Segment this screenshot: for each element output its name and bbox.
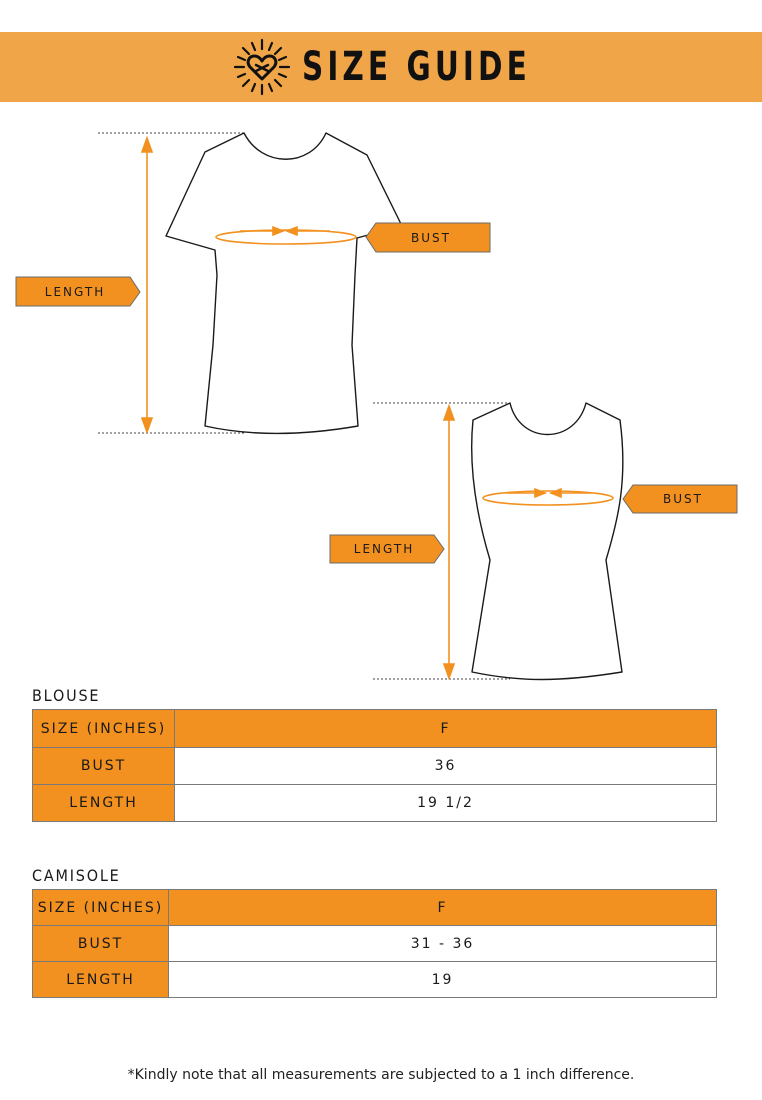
measurement-note: *Kindly note that all measurements are subjected to a 1 inch difference. <box>127 1067 635 1083</box>
table-cell: 31 - 36 <box>169 926 717 962</box>
table-row <box>33 962 717 998</box>
camisole-bust-label: BUST <box>663 492 703 506</box>
table-cell: 36 <box>175 748 717 785</box>
table-header-cell: F <box>169 890 717 926</box>
table-header-cell: SIZE (INCHES) <box>33 890 169 926</box>
blouse-section-title: BLOUSE <box>32 686 101 705</box>
table-row-label: LENGTH <box>33 962 169 998</box>
table-row <box>33 710 717 748</box>
table-row-label: BUST <box>33 748 175 785</box>
camisole-length-label: LENGTH <box>353 542 415 556</box>
table-header-cell: SIZE (INCHES) <box>33 710 175 748</box>
blouse-length-measure <box>142 138 152 432</box>
camisole-length-measure <box>444 406 454 678</box>
table-row-label: LENGTH <box>33 785 175 822</box>
table-row <box>33 748 717 785</box>
table-row <box>33 890 717 926</box>
page-title: SIZE GUIDE <box>302 44 531 90</box>
table-row <box>33 926 717 962</box>
table-cell: 19 1/2 <box>175 785 717 822</box>
camisole-section-title: CAMISOLE <box>32 866 121 885</box>
table-cell: 19 <box>169 962 717 998</box>
blouse-size-table <box>32 709 717 822</box>
camisole-outline <box>472 403 623 680</box>
table-row-label: BUST <box>33 926 169 962</box>
blouse-outline <box>166 133 402 434</box>
table-row <box>33 785 717 822</box>
blouse-bust-label: BUST <box>411 230 451 245</box>
blouse-length-label: LENGTH <box>44 284 106 299</box>
table-header-cell: F <box>175 710 717 748</box>
camisole-size-table <box>32 889 717 998</box>
